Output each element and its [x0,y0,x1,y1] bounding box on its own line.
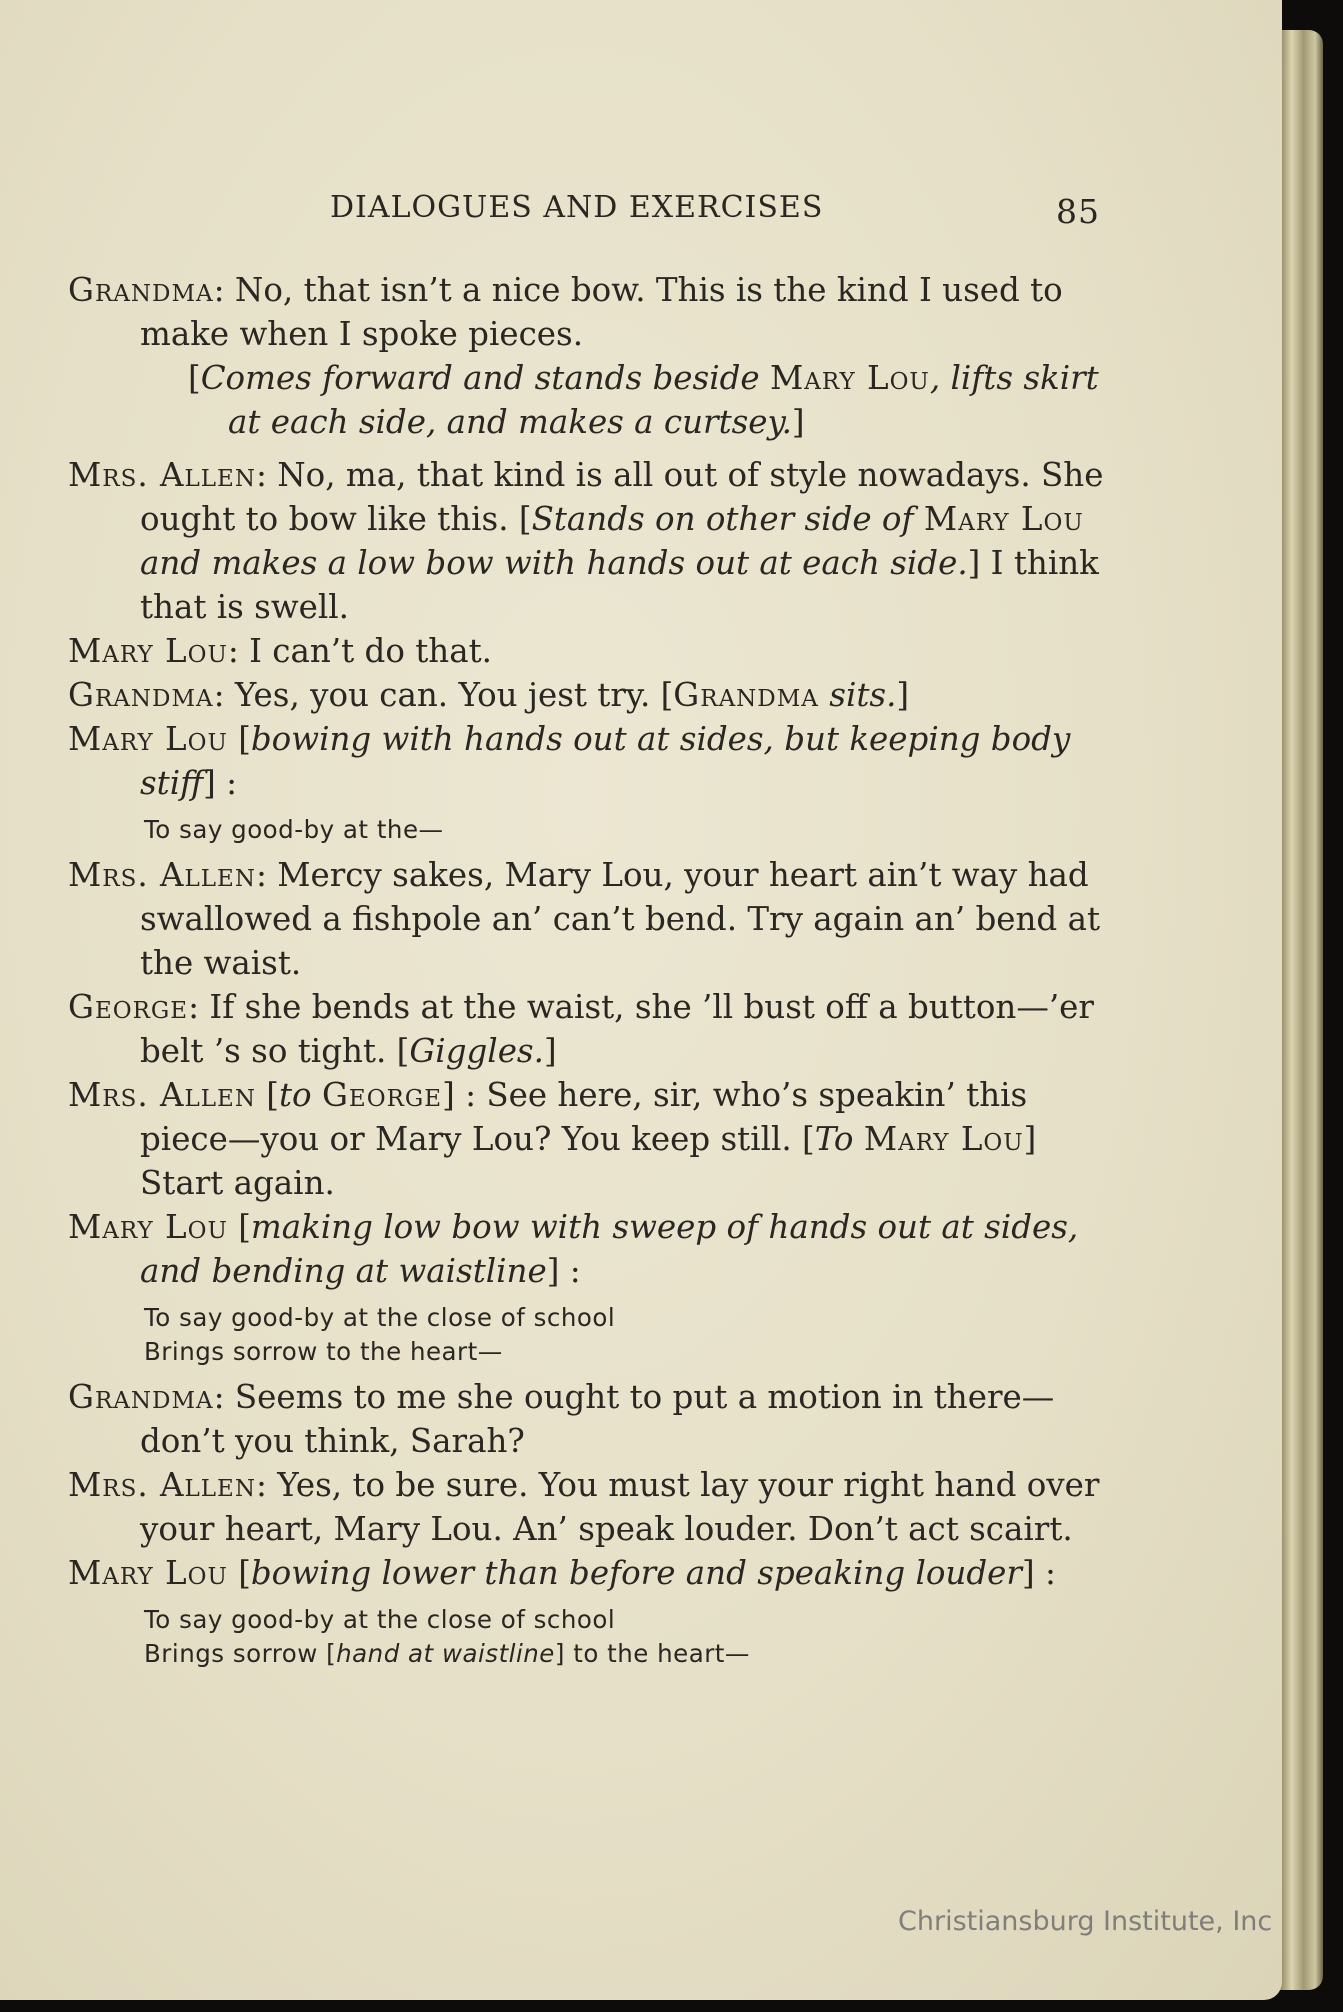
bracket: [ [238,1554,251,1592]
direction-text: and makes a low bow with hands out at each side. [140,544,968,582]
bracket: ] : [203,764,238,802]
speech-grandma-3: Grandma: Seems to me she ought to put a motion in there—don’t you think, Sarah? [68,1378,1055,1460]
speech-mrs-allen-2: Mrs. Allen: Mercy sakes, Mary Lou, your heart ain’t way had swallowed a fishpole an’ can’t bend. Try again an’ bend at the waist. [68,856,1101,982]
speech-grandma-2: Grandma: Yes, you can. You jest try. [Grandma sits.] [68,676,910,714]
character-name: Grandma [673,676,819,714]
speech-text: ] : See here, sir, who’s speakin’ this piece—you or Mary Lou? You keep still. [ [140,1076,1028,1158]
character-name: George [321,1076,443,1114]
speaker: George [68,988,189,1026]
bracket: [ [238,1208,251,1246]
speech-text: Yes, you can. You jest try. [ [234,676,674,714]
speaker: Mrs. Allen [68,456,256,494]
speech-mrs-allen-4: Mrs. Allen: Yes, to be sure. You must lay your right hand over your heart, Mary Lou. An’ speak louder. Don’t act scairt. [68,1466,1100,1548]
direction-text: hand at waistline [336,1639,555,1668]
direction-text: bowing lower than before and speaking louder [250,1554,1022,1592]
speaker: Mary Lou [68,632,228,670]
verse-line: To say good-by at the close of school [144,1303,616,1332]
verse-line: To say good-by at the— [144,815,444,844]
speech-text: Mercy sakes, Mary Lou, your heart ain’t way had swallowed a fishpole an’ can’t bend. Try again an’ bend at the waist. [140,856,1101,982]
character-name: Mary Lou [863,1120,1024,1158]
speaker: Grandma [68,1378,214,1416]
speech-text: If she bends at the waist, she ’ll bust off a button—’er belt ’s so tight. [ [140,988,1094,1070]
direction-text: Giggles. [409,1032,544,1070]
speaker: Mrs. Allen [68,856,256,894]
speech-mary-lou-2 [68,717,1110,805]
speaker: Mrs. Allen [68,1466,256,1504]
speaker: Mary Lou [68,720,228,758]
speech-text: Seems to me she ought to put a motion in there—don’t you think, Sarah? [140,1378,1055,1460]
running-title: DIALOGUES AND EXERCISES [330,190,824,225]
verse-3 [68,1603,1110,1671]
bracket: ] : [546,1252,581,1290]
speech-mrs-allen-3 [68,1073,1110,1205]
direction-text: making low bow with sweep of hands out at sides, and bending at waistline [140,1208,1079,1290]
bracket: ] [791,403,805,441]
page-number: 85 [1056,192,1100,231]
verse-text: Brings sorrow [ [144,1639,337,1668]
character-name: Mary Lou [769,359,930,397]
verse-line: Brings sorrow to the heart— [144,1337,503,1366]
direction-text: , lifts skirt at each side, and makes a curtsey. [228,359,1099,441]
character-name: Mary Lou [923,500,1084,538]
verse-2 [68,1301,1110,1369]
speaker: Grandma [68,676,214,714]
watermark: Christiansburg Institute, Inc [898,1906,1273,1937]
verse-line [144,1637,1110,1671]
speaker: Grandma [68,271,214,309]
speech-mary-lou-1: Mary Lou: I can’t do that. [68,632,492,670]
speech-mary-lou-3 [68,1205,1110,1293]
bracket: [ [188,359,201,397]
speech-text: ] Start again. [140,1120,1037,1202]
speaker: Mary Lou [68,1208,228,1246]
speech-george-1: George: If she bends at the waist, she ’ll bust off a button—’er belt ’s so tight. [Giggles.] [68,988,1094,1070]
speaker: Mrs. Allen [68,1076,256,1114]
verse-text: ] to the heart— [554,1639,750,1668]
speech-grandma-1: Grandma: No, that isn’t a nice bow. This is the kind I used to make when I spoke pieces. [68,271,1063,353]
speech-mary-lou-4 [68,1551,1110,1595]
direction-text: Comes forward and stands beside [200,359,760,397]
speaker: Mary Lou [68,1554,228,1592]
bracket: [ [238,720,251,758]
direction-text: bowing with hands out at sides, but keeping body stiff [140,720,1071,802]
speech-mrs-allen-1: Mrs. Allen: No, ma, that kind is all out of style nowadays. She ought to bow like this. [Stands on other side of Mary Lou and makes a low bow with hands out at each side.] I think that is swell. [68,456,1104,626]
stage-direction-1 [68,356,1110,444]
direction-text: to [278,1076,312,1114]
dialogue-text [68,268,1110,1677]
speech-text: No, ma, that kind is all out of style nowadays. She ought to bow like this. [ [140,456,1104,538]
verse-line: To say good-by at the close of school [144,1605,616,1634]
bracket: ] [543,1032,557,1070]
verse-1 [68,813,1110,847]
bracket: [ [266,1076,279,1114]
direction-text: To [814,1120,854,1158]
bracket: ] : [1021,1554,1056,1592]
running-header [330,190,1100,230]
speech-text: No, that isn’t a nice bow. This is the kind I used to make when I spoke pieces. [140,271,1063,353]
direction-text: sits. [829,676,897,714]
bracket: ] [896,676,910,714]
speech-text: ] I think that is swell. [140,544,1099,626]
speech-text: Yes, to be sure. You must lay your right hand over your heart, Mary Lou. An’ speak louder. Don’t act scairt. [140,1466,1100,1548]
speech-text: I can’t do that. [249,632,492,670]
direction-text: Stands on other side of [531,500,914,538]
